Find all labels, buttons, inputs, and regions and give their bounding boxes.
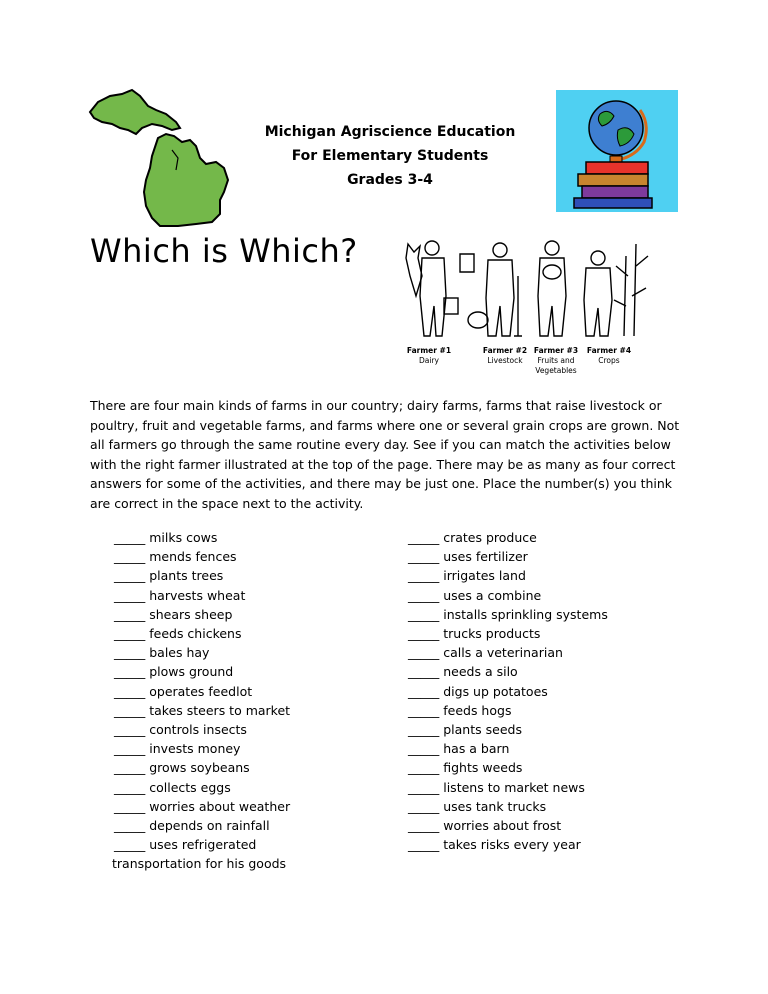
right-activity-item [408,605,688,624]
answer-blank[interactable]: _____ [408,760,440,776]
answer-blank[interactable]: _____ [114,549,146,565]
activity-label: depends on rainfall [149,818,270,834]
left-activity-item [114,586,384,605]
right-activity-item [408,528,688,547]
right-activity-item [408,643,688,662]
right-activity-item [408,816,688,835]
right-activity-item [408,835,688,854]
activity-label: shears sheep [149,606,233,622]
right-activity-item [408,739,688,758]
right-activity-item [408,566,688,585]
answer-blank[interactable]: _____ [408,779,440,795]
answer-blank[interactable]: _____ [114,530,146,545]
farmer-3-number: Farmer #3 [533,346,579,355]
right-activity-item [408,701,688,720]
answer-blank[interactable]: _____ [114,722,146,738]
activity-label: has a barn [443,741,510,757]
activity-label: milks cows [149,530,218,545]
left-activity-item [114,797,384,816]
activity-label: operates feedlot [149,683,253,699]
left-activity-item [114,624,384,643]
answer-blank[interactable]: _____ [114,741,146,757]
farmer-1-number: Farmer #1 [406,346,452,355]
activity-label: uses a combine [443,587,542,603]
answer-blank[interactable]: _____ [408,606,440,622]
answer-blank[interactable]: _____ [408,587,440,603]
answer-blank[interactable]: _____ [114,626,146,642]
left-activity-item [114,778,384,797]
right-activity-item [408,778,688,797]
answer-blank[interactable]: _____ [408,818,440,834]
farmer-1-label [404,346,454,366]
left-activity-item [114,835,384,854]
answer-blank[interactable]: _____ [114,702,146,718]
left-activity-item [114,643,384,662]
answer-blank[interactable]: _____ [114,798,146,814]
answer-blank[interactable]: _____ [408,741,440,757]
left-activity-item [114,816,384,835]
left-activity-item [114,739,384,758]
activity-label: takes risks every year [443,837,581,853]
activity-label: grows soybeans [149,760,250,776]
answer-blank[interactable]: _____ [114,568,146,584]
answer-blank[interactable]: _____ [114,779,146,795]
answer-blank[interactable]: _____ [114,683,146,699]
activity-label: irrigates land [443,568,526,584]
left-activity-item [114,701,384,720]
answer-blank[interactable]: _____ [114,664,146,680]
left-activity-item [114,547,384,566]
activity-label: uses tank trucks [443,798,547,814]
answer-blank[interactable]: _____ [114,837,146,853]
farmer-3-type: Fruits and Vegetables [535,356,577,375]
activity-label: uses refrigerated [149,837,257,853]
activity-label: calls a veterinarian [443,645,563,661]
activity-label: digs up potatoes [443,683,548,699]
answer-blank[interactable]: _____ [408,683,440,699]
activity-label: worries about frost [443,818,562,834]
activity-label: installs sprinkling systems [443,606,608,622]
farmer-4-type: Crops [598,356,620,365]
activity-label: plants trees [149,568,224,584]
activity-label: plants seeds [443,722,522,738]
activity-label: mends fences [149,549,237,565]
answer-blank[interactable]: _____ [408,626,440,642]
answer-blank[interactable]: _____ [114,760,146,776]
left-activity-item [114,528,384,547]
right-activity-item [408,624,688,643]
activity-label: bales hay [149,645,210,661]
activity-label: takes steers to market [149,702,291,718]
answer-blank[interactable]: _____ [408,722,440,738]
answer-blank[interactable]: _____ [408,530,440,545]
page-title: Which is Which? [90,232,358,270]
farmer-2-type: Livestock [487,356,523,365]
left-activity-item [114,758,384,777]
activity-label: crates produce [443,530,537,545]
answer-blank[interactable]: _____ [114,587,146,603]
answer-blank[interactable]: _____ [408,837,440,853]
left-activity-item [114,720,384,739]
answer-blank[interactable]: _____ [408,702,440,718]
right-activity-item [408,720,688,739]
globe-books-image [556,90,678,212]
activity-list-left [114,528,384,874]
activity-label: needs a silo [443,664,518,680]
header-line-3: Grades 3-4 [347,172,433,188]
activity-list-right [408,528,688,854]
michigan-map-image [88,88,240,228]
activity-label: listens to market news [443,779,585,795]
header-line-1: Michigan Agriscience Education [264,124,516,140]
right-activity-item [408,662,688,681]
right-activity-item [408,586,688,605]
activity-label: invests money [149,741,241,757]
answer-blank[interactable]: _____ [408,568,440,584]
answer-blank[interactable]: _____ [114,645,146,661]
right-activity-item [408,797,688,816]
activity-label: uses fertilizer [443,549,528,565]
farmer-1-type: Dairy [419,356,439,365]
program-header [250,120,530,192]
left-activity-item [114,662,384,681]
activity-label: collects eggs [149,779,231,795]
answer-blank[interactable]: _____ [408,798,440,814]
header-line-2: For Elementary Students [291,148,489,164]
farmer-2-number: Farmer #2 [482,346,528,355]
instructions-paragraph: There are four main kinds of farms in our country; dairy farms, farms that raise livestock or poultry, fruit and vegetable farms, and farms where one or several grain crops are grown. Not all farmers go through the same routine every day. See if you can match the activities below with the right farmer illustrated at the top of the page. There may be as many as four correct answers for some of the activities, and there may be just one. Place the number(s) you think are correct in the space next to the activity. [90,398,680,511]
activity-label: feeds chickens [149,626,242,642]
activity-label: trucks products [443,626,541,642]
activity-label: feeds hogs [443,702,512,718]
activity-label: controls insects [149,722,247,738]
left-activity-item [114,682,384,701]
answer-blank[interactable]: _____ [114,818,146,834]
answer-blank[interactable]: _____ [408,549,440,565]
answer-blank[interactable]: _____ [114,606,146,622]
right-activity-item [408,547,688,566]
activity-label: worries about weather [149,798,291,814]
answer-blank[interactable]: _____ [408,664,440,680]
left-activity-item [114,566,384,585]
activity-label: fights weeds [443,760,523,776]
farmer-4-number: Farmer #4 [586,346,632,355]
activity-label: harvests wheat [149,587,246,603]
activity-continuation: transportation for his goods [112,856,287,872]
farmer-4-label [584,346,634,366]
left-activity-item [114,605,384,624]
activity-label: plows ground [149,664,234,680]
farmer-3-label [530,346,582,376]
answer-blank[interactable]: _____ [408,645,440,661]
right-activity-item [408,758,688,777]
farmer-2-label [478,346,532,366]
right-activity-item [408,682,688,701]
